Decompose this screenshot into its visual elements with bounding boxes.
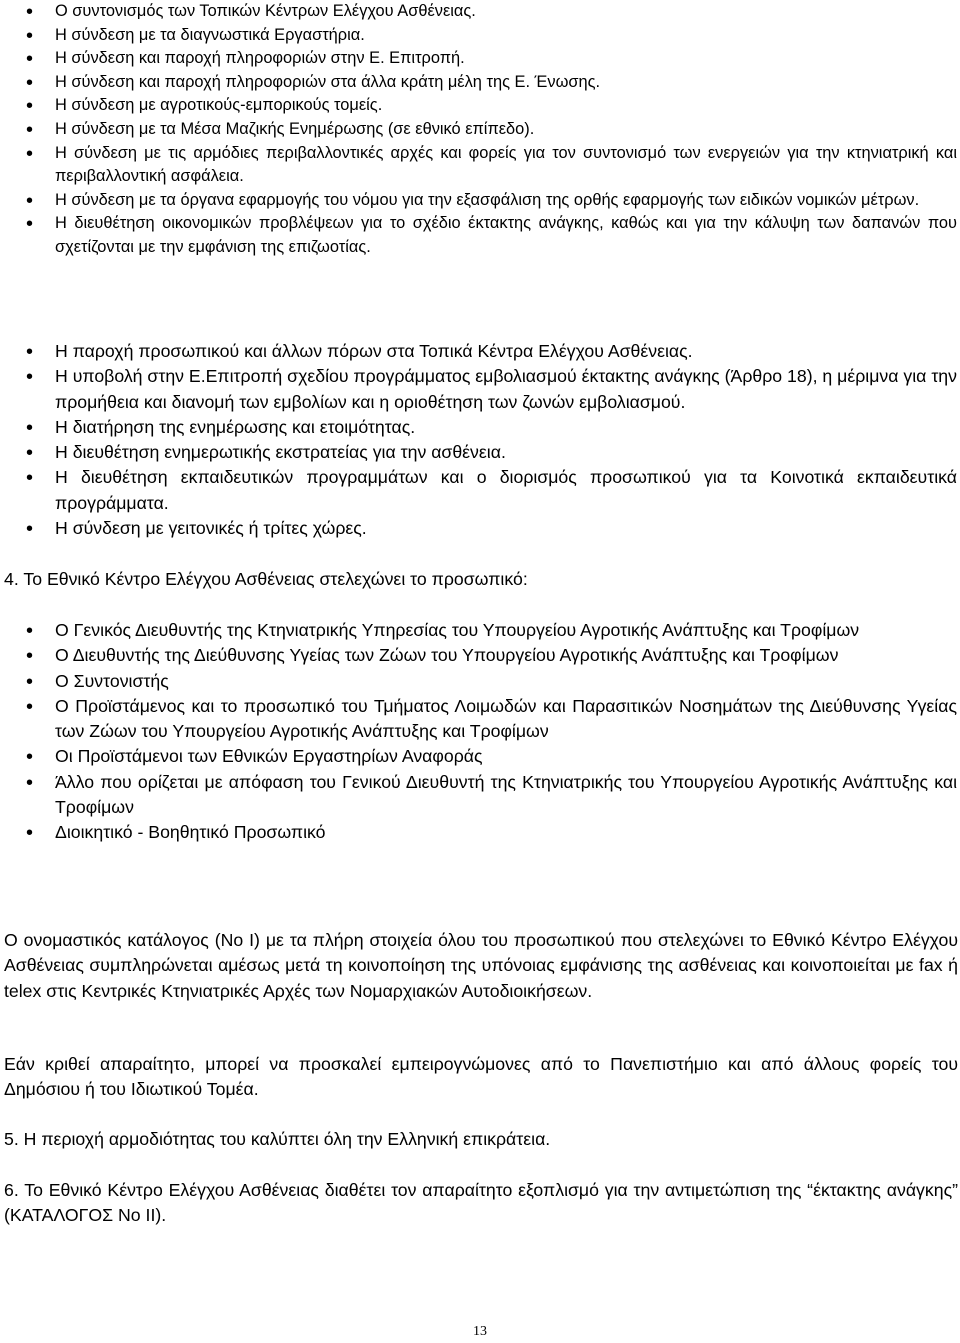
list-item: • Η διευθέτηση οικονομικών προβλέψεων για το σχέδιο έκτακτης ανάγκης, καθώς και για την κάλυψη των δαπανών που σχετίζονται με την εμφάνιση της επιζωοτίας. — [55, 212, 957, 259]
list-item: • Ο Γενικός Διευθυντής της Κτηνιατρικής Υπηρεσίας του Υπουργείου Αγροτικής Ανάπτυξης και Τροφίμων — [55, 618, 957, 643]
list-item: • Η σύνδεση με τα διαγνωστικά Εργαστήρια. — [55, 24, 957, 48]
list-item: • Η σύνδεση και παροχή πληροφοριών στην Ε. Επιτροπή. — [55, 47, 957, 71]
list-item: • Η σύνδεση με τις αρμόδιες περιβαλλοντικές αρχές και φορείς για τον συντονισμό των ενεργειών για την κτηνιατρική και περιβαλλοντική ασφάλεια. — [55, 142, 957, 189]
list-item: • Άλλο που ορίζεται με απόφαση του Γενικού Διευθυντή της Κτηνιατρικής του Υπουργείου Αγροτικής Ανάπτυξης και Τροφίμων — [55, 770, 957, 821]
experts-paragraph: Εάν κριθεί απαραίτητο, μπορεί να προσκαλεί εμπειρογνώμονες από το Πανεπιστήμιο και από άλλους φορείς του Δημόσιου ή του Ιδιωτικού Τομέα. — [4, 1054, 958, 1100]
list-item: • Ο Συντονιστής — [55, 669, 957, 694]
list-item: • Ο συντονισμός των Τοπικών Κέντρων Ελέγχου Ασθένειας. — [55, 0, 957, 24]
staff-list — [55, 618, 957, 846]
list-item: • Η σύνδεση με αγροτικούς-εμπορικούς τομείς. — [55, 94, 957, 118]
section-4-heading: 4. Το Εθνικό Κέντρο Ελέγχου Ασθένειας στελεχώνει το προσωπικό: — [4, 569, 528, 589]
list-item: • Η διευθέτηση εκπαιδευτικών προγραμμάτων και ο διορισμός προσωπικού για τα Κοινοτικά εκπαιδευτικά προγράμματα. — [55, 465, 957, 516]
list-item: • Η διατήρηση της ενημέρωσης και ετοιμότητας. — [55, 415, 957, 440]
catalog-paragraph: Ο ονομαστικός κατάλογος (Νο Ι) με τα πλήρη στοιχεία όλου του προσωπικού που στελεχώνει το Εθνικό Κέντρο Ελέγχου Ασθένειας συμπληρώνεται αμέσως μετά τη κοινοποίηση της υπόνοιας εμφάνισης της ασθένειας και κοινοποιείται με fax ή telex στις Κεντρικές Κτηνιατρικές Αρχές των Νομαρχιακών Αυτοδιοικήσεων. — [4, 930, 958, 1001]
list-item: • Οι Προϊστάμενοι των Εθνικών Εργαστηρίων Αναφοράς — [55, 744, 957, 769]
list-item: • Η σύνδεση και παροχή πληροφοριών στα άλλα κράτη μέλη της Ε. Ένωσης. — [55, 71, 957, 95]
section-6-paragraph: 6. Το Εθνικό Κέντρο Ελέγχου Ασθένειας διαθέτει τον απαραίτητο εξοπλισμό για την αντιμετώπιση της “έκτακτης ανάγκης” (ΚΑΤΑΛΟΓΟΣ Νο ΙΙ). — [4, 1180, 958, 1226]
list-item: • Η σύνδεση με γειτονικές ή τρίτες χώρες. — [55, 516, 957, 541]
list-item: • Ο Προϊστάμενος και το προσωπικό του Τμήματος Λοιμωδών και Παρασιτικών Νοσημάτων της Διεύθυνσης Υγείας των Ζώων του Υπουργείου Αγροτικής Ανάπτυξης και Τροφίμων — [55, 694, 957, 745]
list-item: • Η σύνδεση με τα όργανα εφαρμογής του νόμου για την εξασφάλιση της ορθής εφαρμογής των ειδικών νομικών μέτρων. — [55, 189, 957, 213]
list-item: • Η υποβολή στην Ε.Επιτροπή σχεδίου προγράμματος εμβολιασμού έκτακτης ανάγκης (Άρθρο 18), η μέριμνα για την προμήθεια και διανομή των εμβολίων και η οριοθέτηση των ζωνών εμβολιασμού. — [55, 364, 957, 415]
coordination-duties-list — [55, 0, 957, 260]
list-item: • Ο Διευθυντής της Διεύθυνσης Υγείας των Ζώων του Υπουργείου Αγροτικής Ανάπτυξης και Τροφίμων — [55, 643, 957, 668]
resource-duties-list — [55, 339, 957, 541]
list-item: • Διοικητικό - Βοηθητικό Προσωπικό — [55, 820, 957, 845]
list-item: • Η διευθέτηση ενημερωτικής εκστρατείας για την ασθένεια. — [55, 440, 957, 465]
list-item: • Η παροχή προσωπικού και άλλων πόρων στα Τοπικά Κέντρα Ελέγχου Ασθένειας. — [55, 339, 957, 364]
section-5-paragraph: 5. Η περιοχή αρμοδιότητας του καλύπτει όλη την Ελληνική επικράτεια. — [4, 1129, 551, 1149]
page-number: 13 — [473, 1324, 487, 1339]
list-item: • Η σύνδεση με τα Μέσα Μαζικής Ενημέρωσης (σε εθνικό επίπεδο). — [55, 118, 957, 142]
